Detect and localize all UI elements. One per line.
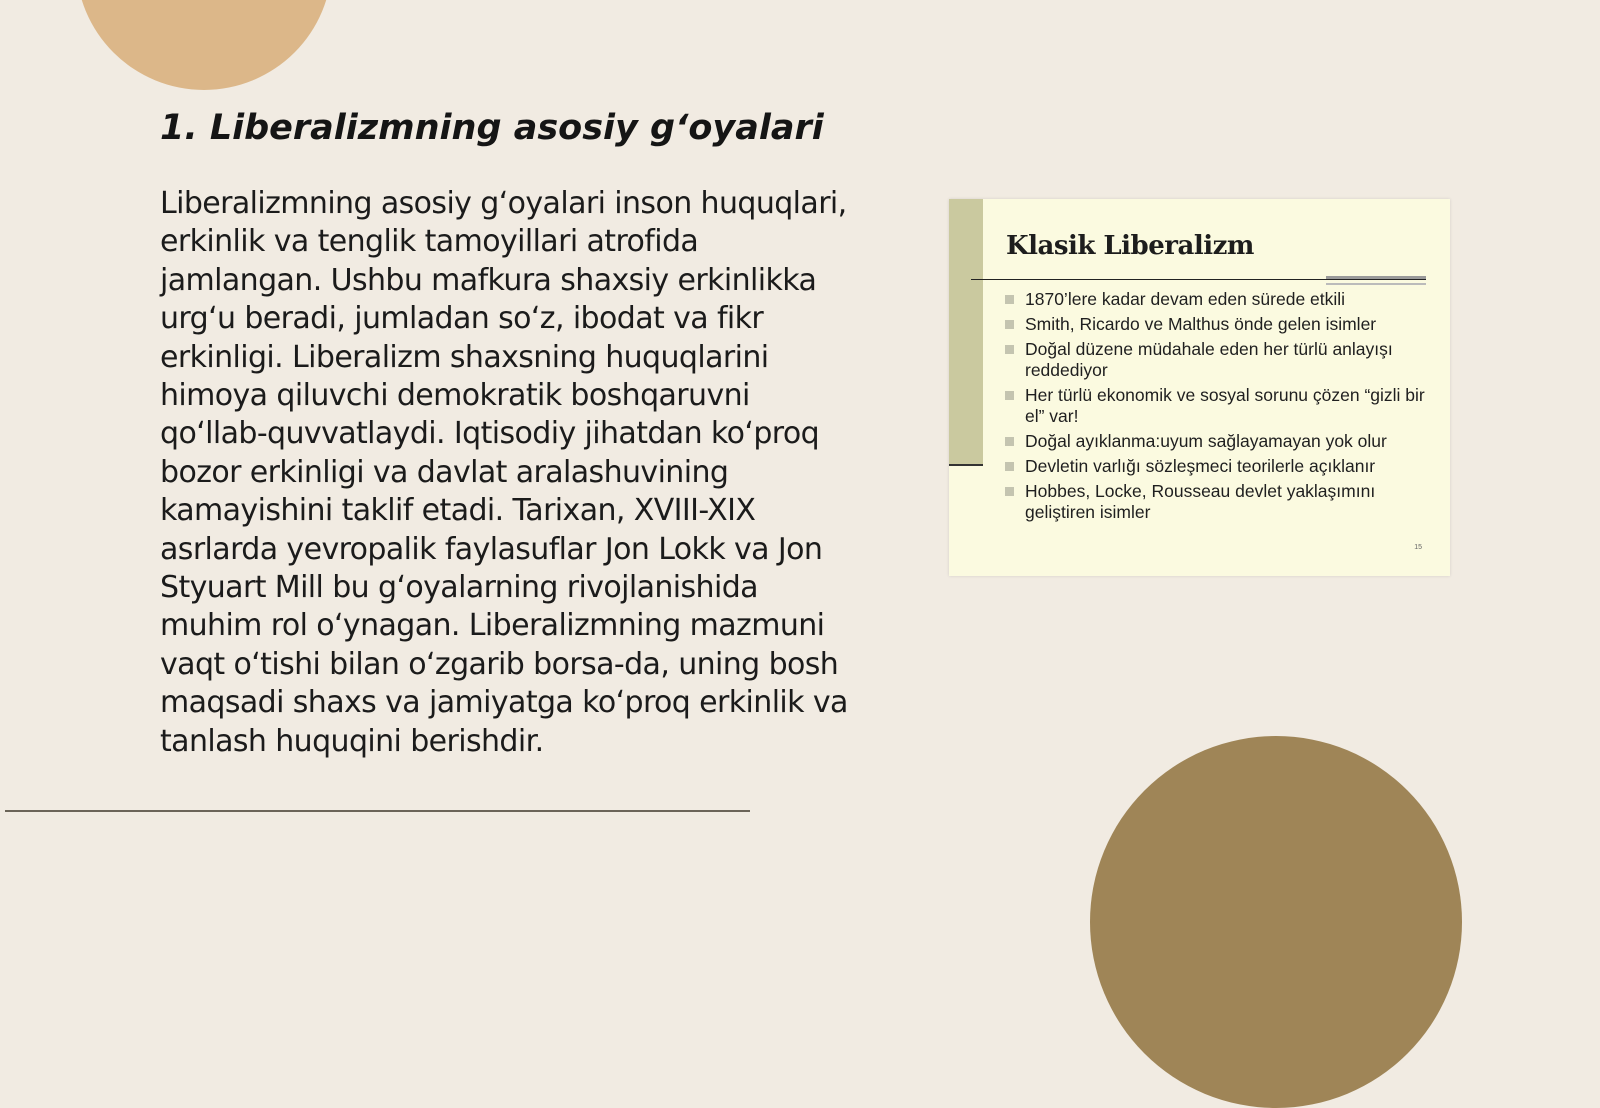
body-paragraph: Liberalizmning asosiy g‘oyalari inson huquqlari, erkinlik va tenglik tamoyillari atrofida jamlangan. Ushbu mafkura shaxsiy erkinlikka urg‘u beradi, jumladan so‘z, ibodat va fikr erkinligi. Liberalizm shaxsning huquqlarini himoya qiluvchi demokratik boshqaruvni qo‘llab-quvvatlaydi. Iqtisodiy jihatdan ko‘proq bozor erkinligi va davlat aralashuvining kamayishini taklif etadi. Tarixan, XVIII-XIX asrlarda yevropalik faylasuflar Jon Lokk va Jon Styuart Mill bu g‘oyalarning rivojlanishida muhim rol o‘ynagan. Liberalizmning mazmuni vaqt o‘tishi bilan o‘zgarib borsa-da, uning bosh maqsadi shaxs va jamiyatga ko‘proq erkinlik va tanlash huquqini berishdir.: [160, 186, 848, 759]
square-bullet-icon: [1005, 487, 1014, 496]
bullet-text: Doğal ayıklanma:uyum sağlayamayan yok olur: [1025, 431, 1387, 451]
decorative-circle-bottom: [1090, 736, 1462, 1108]
square-bullet-icon: [1005, 437, 1014, 446]
bullet-text: Her türlü ekonomik ve sosyal sorunu çözen “gizli bir el” var!: [1025, 385, 1425, 426]
square-bullet-icon: [1005, 391, 1014, 400]
slide-accent-bar-foot: [949, 464, 983, 466]
bullet-text: Devletin varlığı sözleşmeci teorilerle açıklanır: [1025, 456, 1376, 476]
bullet-text: Smith, Ricardo ve Malthus önde gelen isimler: [1025, 314, 1377, 334]
bullet-item: [1005, 289, 1430, 310]
bullet-item: [1005, 456, 1430, 477]
bullet-text: Hobbes, Locke, Rousseau devlet yaklaşımını geliştiren isimler: [1025, 481, 1376, 522]
bullet-item: [1005, 339, 1430, 381]
embedded-slide-title-rule: [971, 279, 1426, 280]
slide-accent-bar: [949, 199, 983, 465]
bullet-item: [1005, 385, 1430, 427]
horizontal-divider: [5, 810, 750, 812]
bullet-item: [1005, 481, 1430, 523]
embedded-slide-page-number: 15: [1414, 544, 1422, 551]
decorative-circle-top: [76, 0, 332, 90]
embedded-slide-bullet-list: [1005, 289, 1430, 527]
bullet-text: 1870’lere kadar devam eden sürede etkili: [1025, 289, 1346, 309]
embedded-slide-title-rule-accent-2: [1326, 283, 1426, 285]
square-bullet-icon: [1005, 295, 1014, 304]
bullet-item: [1005, 431, 1430, 452]
square-bullet-icon: [1005, 462, 1014, 471]
square-bullet-icon: [1005, 345, 1014, 354]
bullet-text: Doğal düzene müdahale eden her türlü anlayışı reddediyor: [1025, 339, 1393, 380]
embedded-slide-title: Klasik Liberalizm: [1006, 231, 1254, 261]
embedded-slide-image: [949, 199, 1450, 576]
bullet-item: [1005, 314, 1430, 335]
square-bullet-icon: [1005, 320, 1014, 329]
embedded-slide-title-rule-accent: [1326, 276, 1426, 279]
slide-title: 1. Liberalizmning asosiy g‘oyalari: [160, 108, 824, 148]
